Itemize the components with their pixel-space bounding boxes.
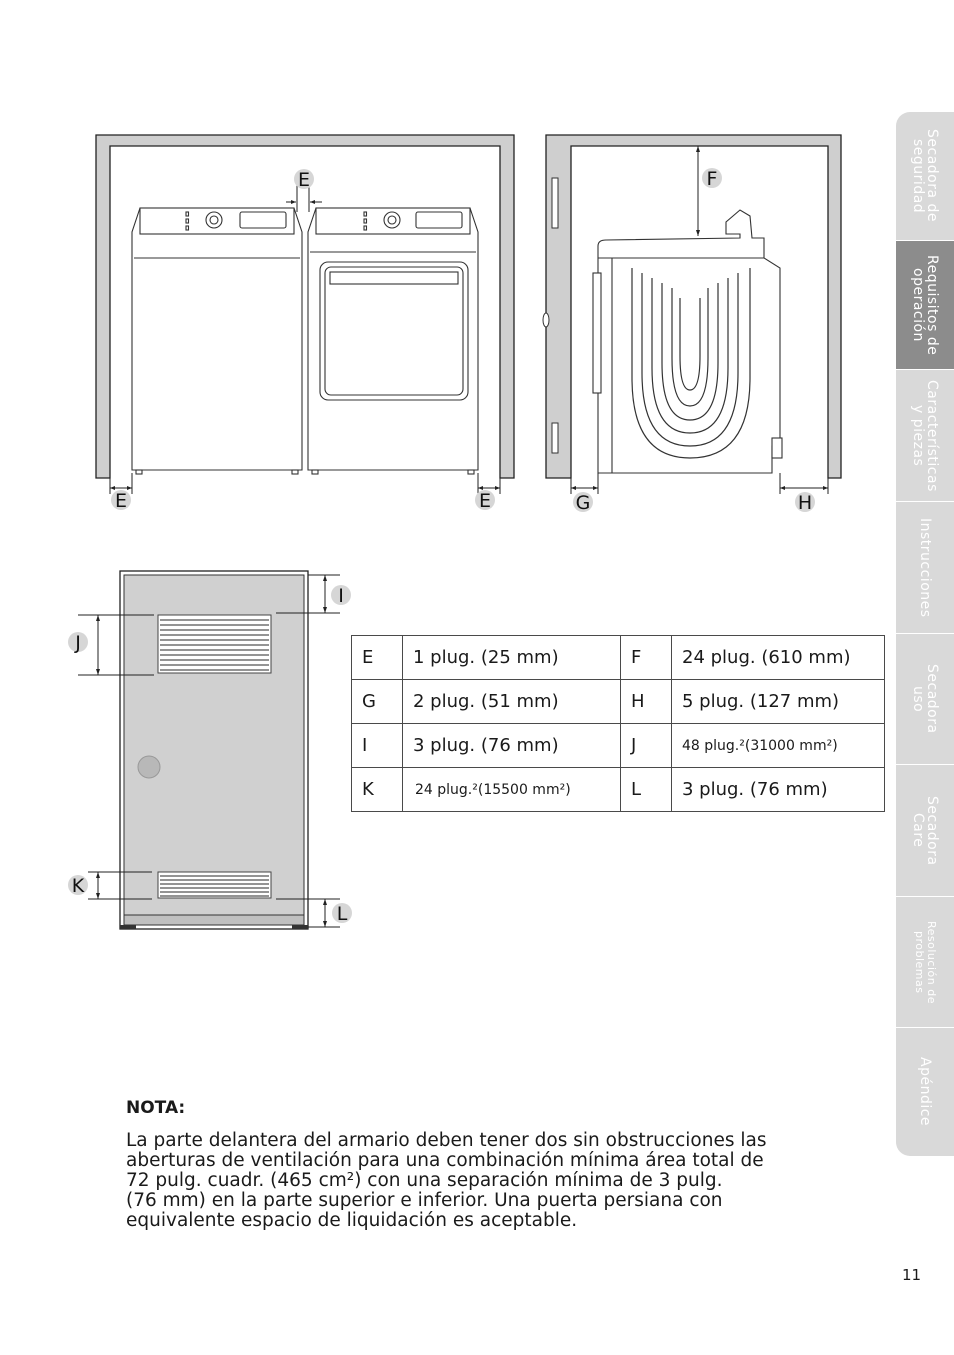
table-key: F bbox=[621, 636, 672, 680]
table-row bbox=[352, 768, 885, 812]
table-key: E bbox=[352, 636, 403, 680]
table-row bbox=[352, 636, 885, 680]
label-g: G bbox=[575, 492, 591, 514]
label-k: K bbox=[71, 875, 85, 897]
table-key: J bbox=[621, 724, 672, 768]
label-i: I bbox=[338, 585, 344, 607]
tab-label: Secadora Care bbox=[910, 795, 940, 866]
table-value: 24 plug.²(15500 mm²) bbox=[403, 768, 621, 812]
tab-caracteristicas-piezas[interactable] bbox=[896, 370, 954, 502]
tab-resolucion-problemas[interactable] bbox=[896, 897, 954, 1028]
table-row bbox=[352, 680, 885, 724]
label-e-top: E bbox=[297, 169, 311, 191]
front-view-diagram bbox=[90, 128, 520, 518]
page-number: 11 bbox=[902, 1266, 922, 1284]
table-value: 2 plug. (51 mm) bbox=[403, 680, 621, 724]
tab-instrucciones[interactable] bbox=[896, 502, 954, 634]
label-h: H bbox=[797, 492, 813, 514]
table-value: 3 plug. (76 mm) bbox=[672, 768, 885, 812]
table-key: G bbox=[352, 680, 403, 724]
cabinet-door-diagram bbox=[60, 565, 360, 940]
tab-secadora-care[interactable] bbox=[896, 765, 954, 897]
table-row bbox=[352, 724, 885, 768]
table-value: 1 plug. (25 mm) bbox=[403, 636, 621, 680]
label-e-left: E bbox=[114, 490, 128, 512]
table-value: 3 plug. (76 mm) bbox=[403, 724, 621, 768]
tab-label: Instrucciones bbox=[917, 517, 933, 618]
tab-label: Secadora uso bbox=[910, 664, 940, 734]
table-key: L bbox=[621, 768, 672, 812]
tab-label: Resolución de problemas bbox=[913, 920, 938, 1004]
label-e-right: E bbox=[478, 490, 492, 512]
clearance-table bbox=[351, 635, 885, 812]
note-title: NOTA: bbox=[126, 1098, 186, 1118]
tab-label: Requisitos de operación bbox=[910, 254, 940, 356]
table-key: K bbox=[352, 768, 403, 812]
note-text: La parte delantera del armario deben tener dos sin obstrucciones las aberturas de ventilación para una combinación mínima área total de 72 pulg. cuadr. (465 cm²) con una separación mínima de 3 pulg. (76 mm) en la parte superior e inferior. Una puerta persiana con equivalente espacio de liquidación es aceptable. bbox=[126, 1130, 767, 1231]
table-value: 5 plug. (127 mm) bbox=[672, 680, 885, 724]
tab-label: Secadora de seguridad bbox=[910, 129, 940, 223]
label-f: F bbox=[706, 168, 718, 190]
label-l: L bbox=[336, 903, 348, 925]
table-key: I bbox=[352, 724, 403, 768]
table-value: 48 plug.²(31000 mm²) bbox=[672, 724, 885, 768]
tab-secadora-uso[interactable] bbox=[896, 634, 954, 765]
table-key: H bbox=[621, 680, 672, 724]
tab-apendice[interactable] bbox=[896, 1028, 954, 1156]
tab-requisitos-operacion[interactable] bbox=[896, 241, 954, 370]
label-j: J bbox=[75, 632, 81, 654]
table-value: 24 plug. (610 mm) bbox=[672, 636, 885, 680]
tab-secadora-seguridad[interactable] bbox=[896, 112, 954, 241]
tab-label: Apéndice bbox=[917, 1057, 933, 1127]
section-tabs bbox=[896, 112, 954, 1156]
side-view-diagram bbox=[540, 128, 850, 518]
tab-label: Características y piezas bbox=[910, 379, 940, 492]
